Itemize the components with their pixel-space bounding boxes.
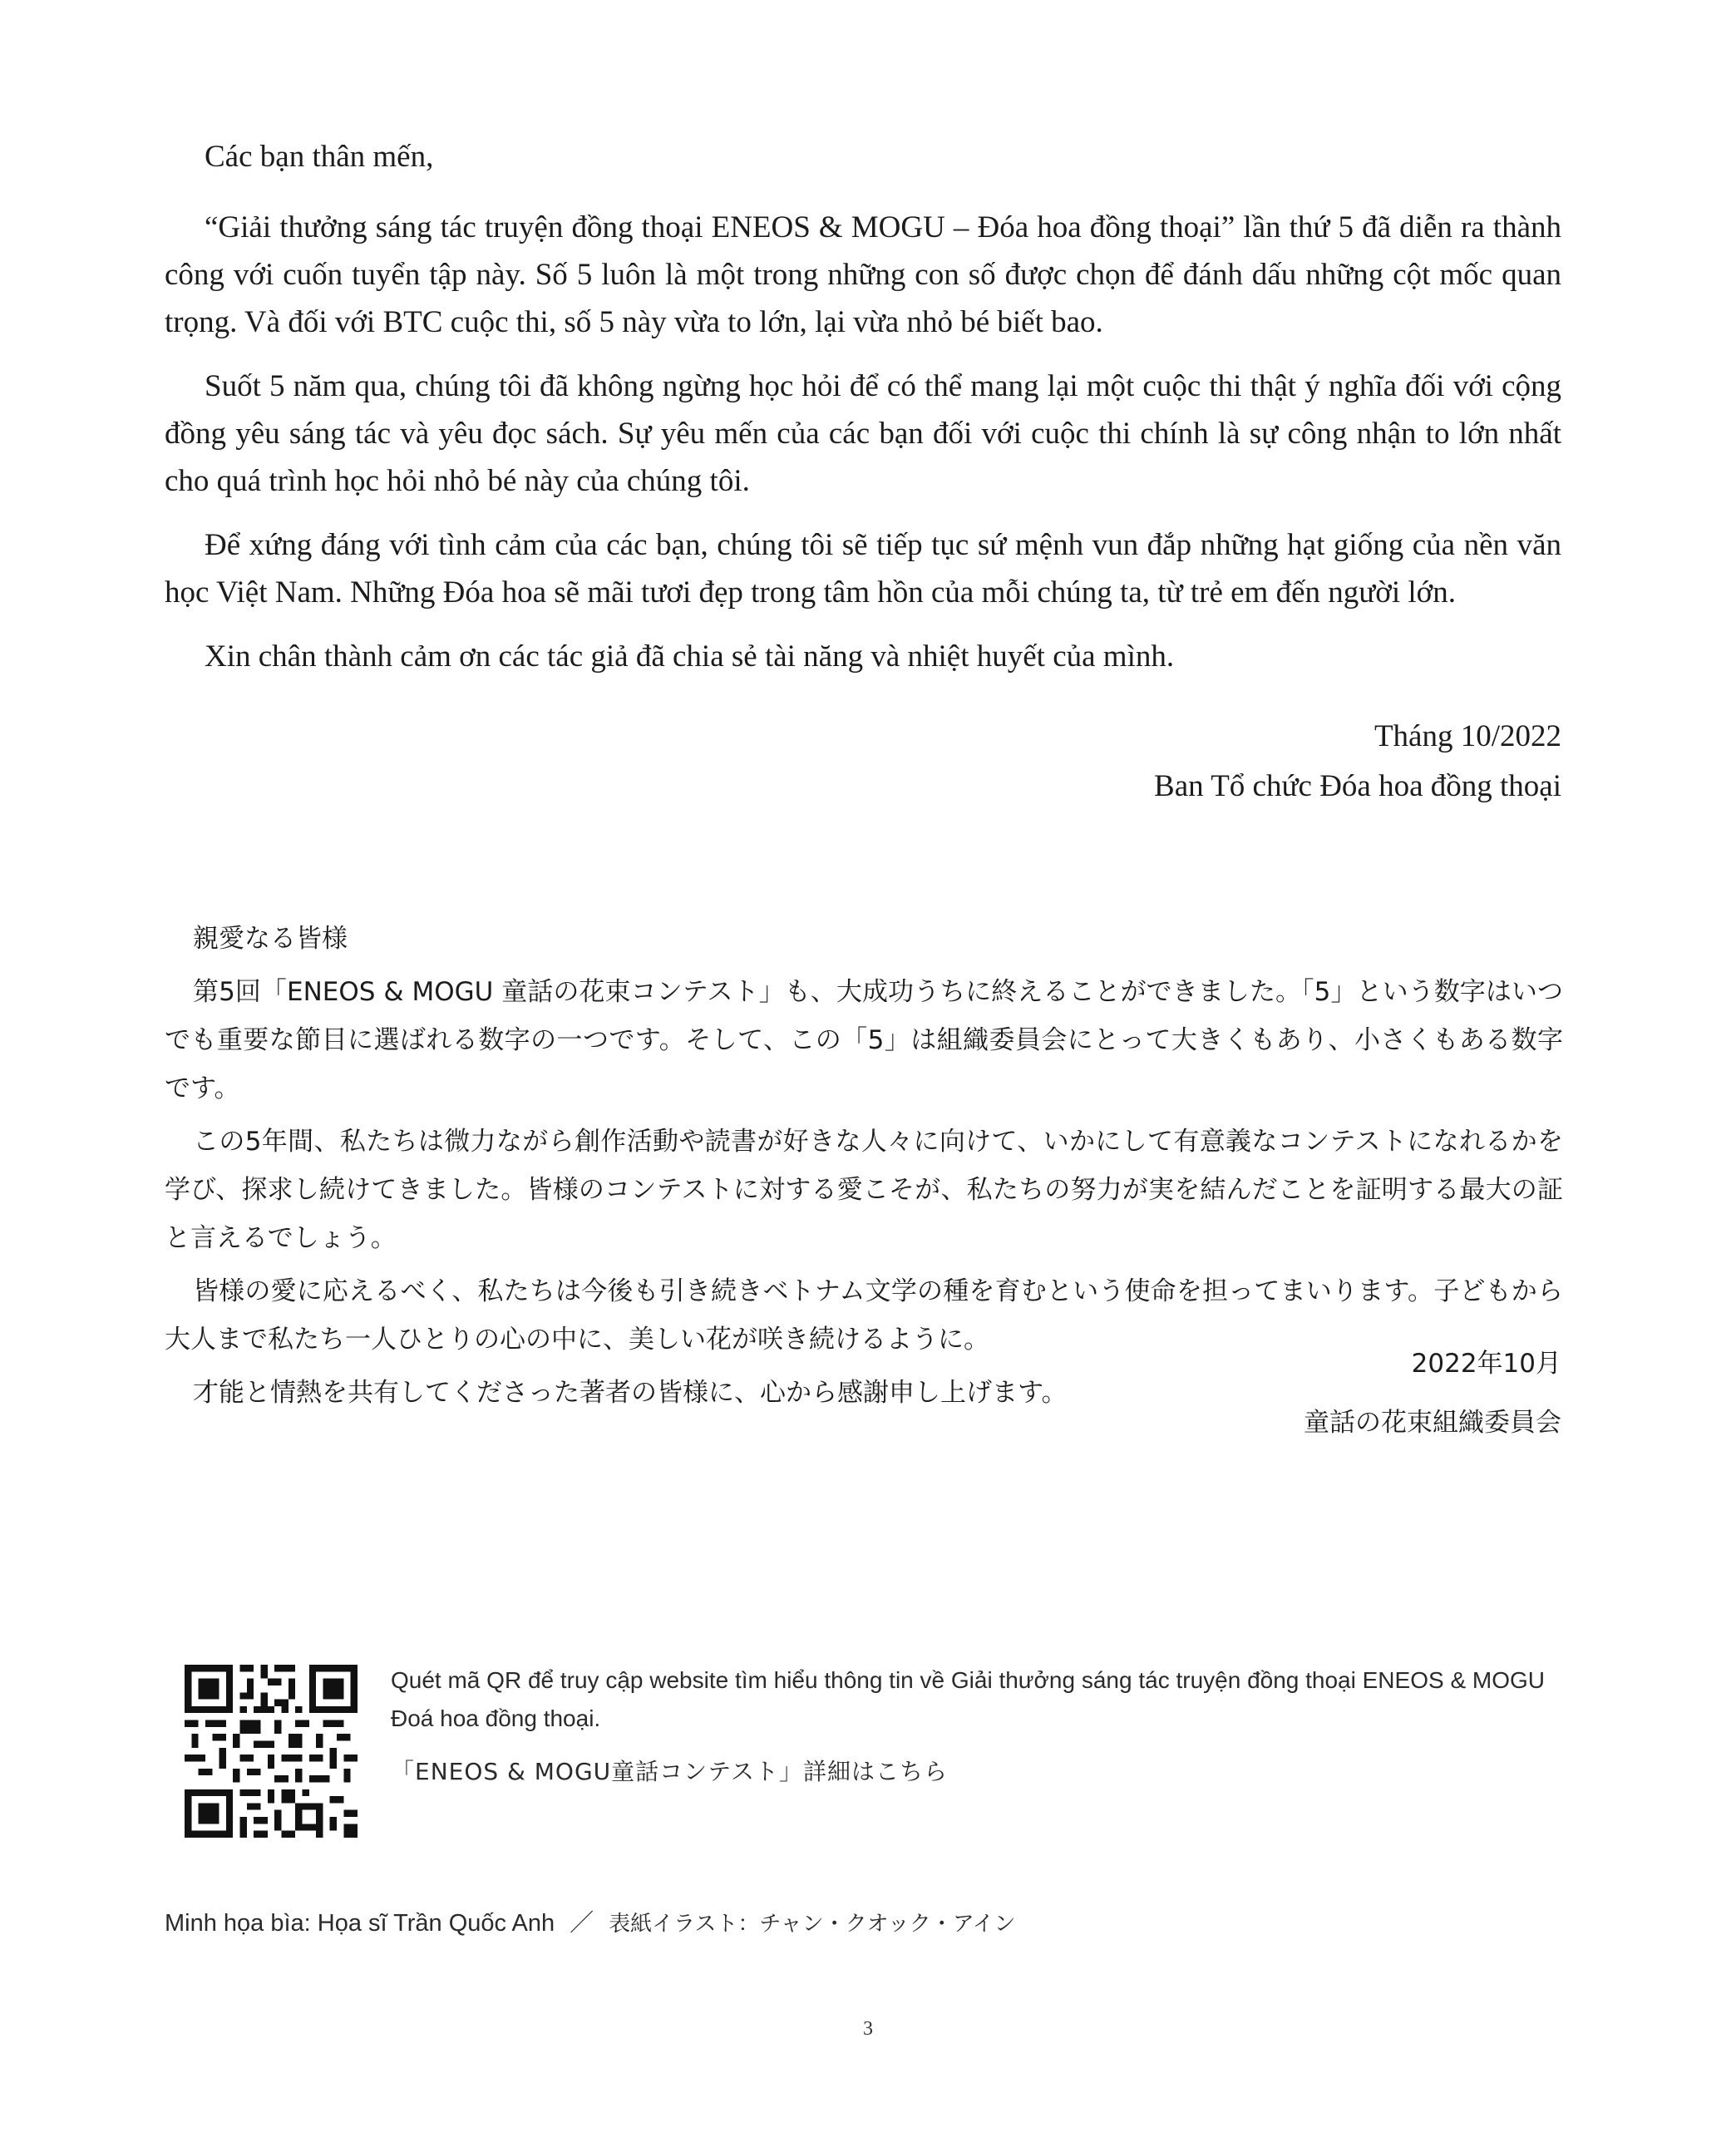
cover-credit bbox=[165, 1907, 1015, 1941]
qr-code-icon[interactable] bbox=[185, 1665, 358, 1838]
ja-date: 2022年10月 bbox=[1411, 1349, 1561, 1379]
vi-paragraph-3: Để xứng đáng với tình cảm của các bạn, chúng tôi sẽ tiếp tục sứ mệnh vun đắp những hạt giống của nền văn học Việt Nam. Những Đóa hoa sẽ mãi tươi đẹp trong tâm hồn của mỗi chúng ta, từ trẻ em đến người lớn. bbox=[165, 528, 1561, 610]
credit-vi: Minh họa bìa: Họa sĩ Trần Quốc Anh bbox=[165, 1910, 555, 1937]
vi-paragraph-2: Suốt 5 năm qua, chúng tôi đã không ngừng học hỏi để có thể mang lại một cuộc thi thật ý nghĩa đối với cộng đồng yêu sáng tác và yêu đọc sách. Sự yêu mến của các bạn đối với cuộc thi chính là sự công nhận to lớn nhất cho quá trình học hỏi nhỏ bé này của chúng tôi. bbox=[165, 369, 1561, 498]
credit-separator: ／ bbox=[570, 1910, 594, 1937]
vi-paragraph-1: “Giải thưởng sáng tác truyện đồng thoại ENEOS & MOGU – Đóa hoa đồng thoại” lần thứ 5 đã diễn ra thành công với cuốn tuyển tập này. Số 5 luôn là một trong những con số được chọn để đánh dấu những cột mốc quan trọng. Và đối với BTC cuộc thi, số 5 này vừa to lớn, lại vừa nhỏ bé biết bao. bbox=[165, 210, 1561, 339]
ja-paragraph-4: 才能と情熱を共有してくださった著者の皆様に、心から感謝申し上げます。 bbox=[193, 1378, 1068, 1408]
qr-vi-text: Quét mã QR để truy cập website tìm hiểu thông tin về Giải thưởng sáng tác truyện đồng thoại ENEOS & MOGU Đoá hoa đồng thoại. bbox=[391, 1667, 1545, 1731]
vietnamese-letter bbox=[165, 133, 1561, 697]
vi-paragraph-4: Xin chân thành cảm ơn các tác giả đã chia sẻ tài năng và nhiệt huyết của mình. bbox=[205, 639, 1175, 674]
qr-ja-text: 「ENEOS & MOGU童話コンテスト」詳細はこちら bbox=[391, 1758, 949, 1785]
qr-description bbox=[391, 1661, 1546, 1791]
credit-ja: 表紙イラスト：チャン・クオック・アイン bbox=[609, 1912, 1016, 1937]
ja-paragraph-3: 皆様の愛に応えるべく、私たちは今後も引き続きベトナム文学の種を育むという使命を担ってまいります。子どもから大人まで私たち一人ひとりの心の中に、美しい花が咲き続けるように。 bbox=[165, 1276, 1563, 1355]
vi-date: Tháng 10/2022 bbox=[1374, 719, 1561, 753]
japanese-letter bbox=[165, 915, 1563, 1422]
ja-salutation: 親愛なる皆様 bbox=[193, 924, 348, 954]
page-number: 3 bbox=[863, 2018, 873, 2040]
ja-paragraph-2: この5年間、私たちは微力ながら創作活動や読書が好きな人々に向けて、いかにして有意義なコンテストになれるかを学び、探求し続けてきました。皆様のコンテストに対する愛こそが、私たちの努力が実を結んだことを証明する最大の証と言えるでしょう。 bbox=[165, 1127, 1563, 1253]
ja-paragraph-1: 第5回「ENEOS & MOGU 童話の花束コンテスト」も、大成功うちに終えることができました。「5」という数字はいつでも重要な節目に選ばれる数字の一つです。そして、この「5」は組織委員会にとって大きくもあり、小さくもある数字です。 bbox=[165, 977, 1563, 1103]
ja-signature: 童話の花束組織委員会 bbox=[1304, 1408, 1561, 1438]
vi-signature: Ban Tổ chức Đóa hoa đồng thoại bbox=[1154, 769, 1561, 803]
vi-salutation: Các bạn thân mến, bbox=[205, 140, 434, 174]
